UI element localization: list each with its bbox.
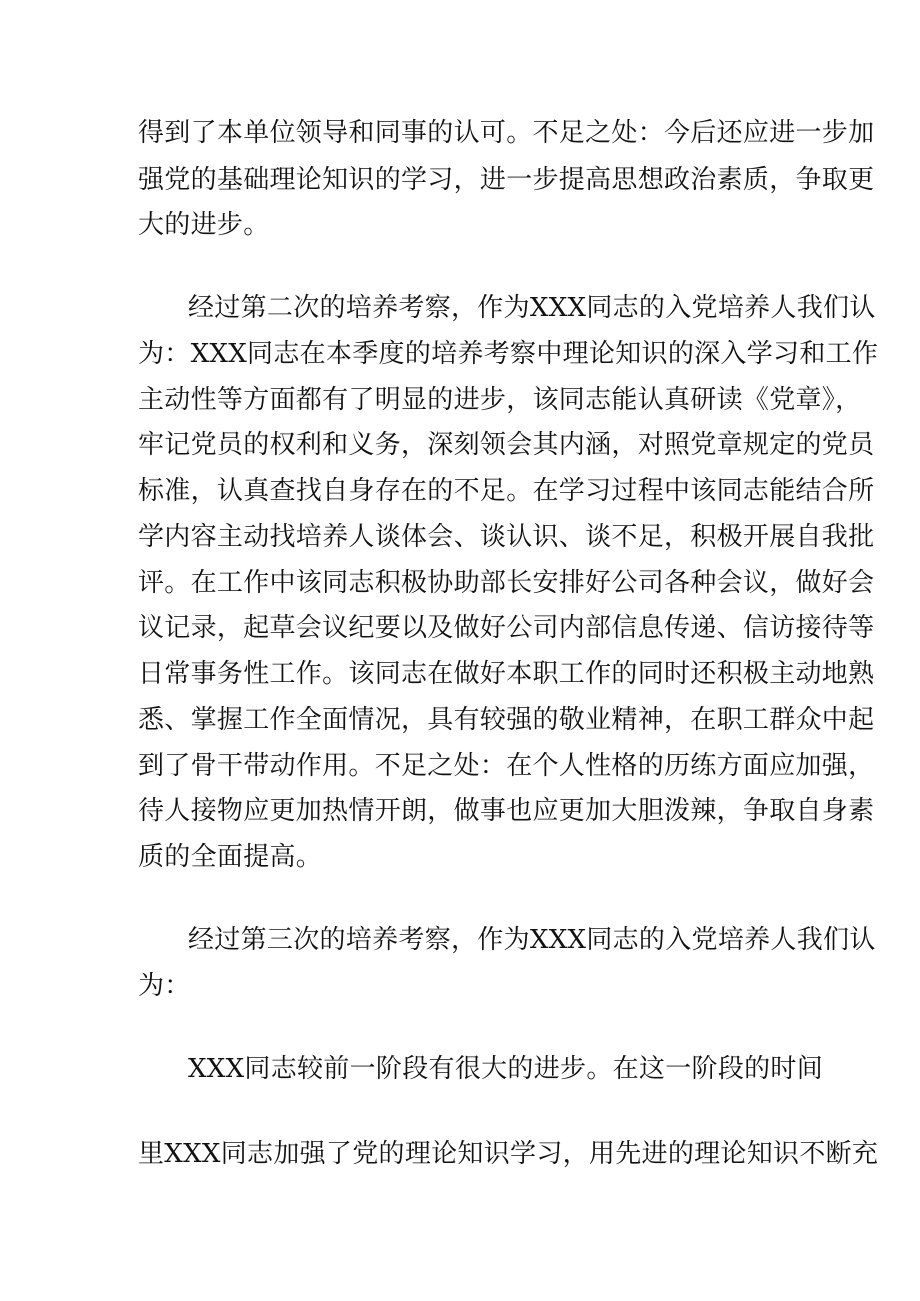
paragraph-2-line-7: 评。在工作中该同志积极协助部长安排好公司各种会议，做好会 bbox=[138, 568, 875, 598]
paragraph-1-line-2: 强党的基础理论知识的学习，进一步提高思想政治素质，争取更 bbox=[138, 165, 875, 195]
paragraph-2-line-11: 到了骨干带动作用。不足之处：在个人性格的历练方面应加强， bbox=[138, 751, 875, 781]
paragraph-1-line-1: 得到了本单位领导和同事的认可。不足之处：今后还应进一步加 bbox=[138, 118, 875, 148]
paragraph-2-line-5: 标准，认真查找自身存在的不足。在学习过程中该同志能结合所 bbox=[138, 476, 875, 506]
paragraph-2-line-2: 为：XXX同志在本季度的培养考察中理论知识的深入学习和工作 bbox=[138, 339, 879, 369]
paragraph-4-line-1: XXX同志较前一阶段有很大的进步。在这一阶段的时间 bbox=[188, 1054, 824, 1084]
paragraph-2-line-6: 学内容主动找培养人谈体会、谈认识、谈不足，积极开展自我批 bbox=[138, 522, 875, 552]
paragraph-2-line-3: 主动性等方面都有了明显的进步，该同志能认真研读《党章》， bbox=[138, 385, 862, 415]
paragraph-1-line-3: 大的进步。 bbox=[138, 210, 270, 240]
paragraph-2-line-10: 悉、掌握工作全面情况，具有较强的敬业精神，在职工群众中起 bbox=[138, 705, 875, 735]
paragraph-3-line-2: 为： bbox=[138, 971, 191, 1001]
paragraph-2-line-1: 经过第二次的培养考察，作为XXX同志的入党培养人我们认 bbox=[188, 293, 876, 323]
paragraph-2-line-8: 议记录，起草会议纪要以及做好公司内部信息传递、信访接待等 bbox=[138, 613, 875, 643]
paragraph-2-line-4: 牢记党员的权利和义务，深刻领会其内涵，对照党章规定的党员 bbox=[138, 430, 875, 460]
paragraph-3-line-1: 经过第三次的培养考察，作为XXX同志的入党培养人我们认 bbox=[188, 925, 876, 955]
paragraph-2-line-9: 日常事务性工作。该同志在做好本职工作的同时还积极主动地熟 bbox=[138, 659, 875, 689]
paragraph-2-line-12: 待人接物应更加热情开朗，做事也应更加大胆泼辣，争取自身素 bbox=[138, 796, 875, 826]
paragraph-2-line-13: 质的全面提高。 bbox=[138, 842, 323, 872]
paragraph-5-line-1: 里XXX同志加强了党的理论知识学习，用先进的理论知识不断充 bbox=[138, 1139, 879, 1169]
